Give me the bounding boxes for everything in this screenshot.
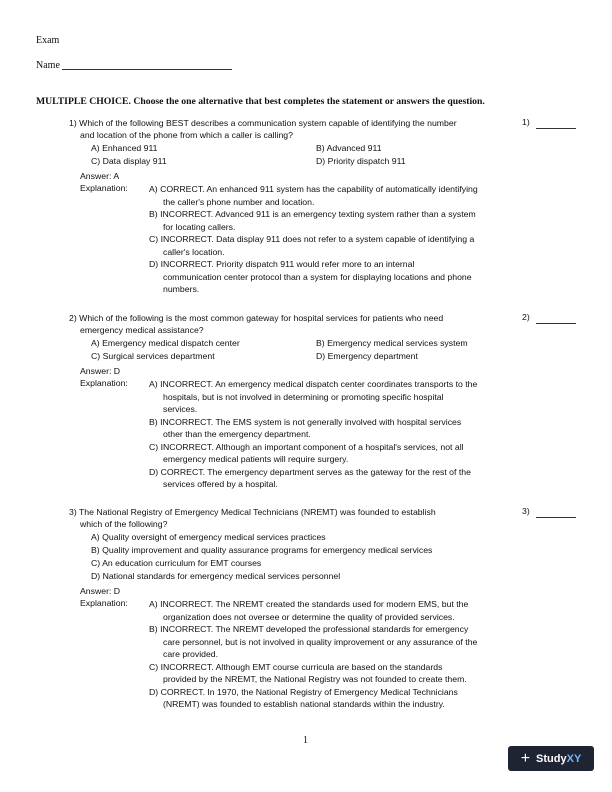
plus-icon: + <box>520 749 531 767</box>
explanation-item: A) INCORRECT. The NREMT created the standards used for modern EMS, but the organization does not oversee or determine the quality of provided services. <box>149 599 469 622</box>
name-field-line[interactable] <box>62 69 232 70</box>
choice-b: B) Emergency medical services system <box>316 338 468 348</box>
choice-c: C) Data display 911 <box>91 156 167 166</box>
explanation-item: C) INCORRECT. Although an important component of a hospital's services, not all emergency medical patients will require surgery. <box>149 441 464 464</box>
explanation-item: A) INCORRECT. An emergency medical dispatch center coordinates transports to the hospitals, but is not involved in determining or promoting specific hospital services. <box>149 379 478 414</box>
explanation-item: D) CORRECT. In 1970, the National Registry of Emergency Medical Technicians (NREMT) was founded to establish national standards within the industry. <box>149 686 458 709</box>
answer-blank[interactable] <box>536 128 576 129</box>
explanation-label: Explanation: <box>80 183 128 193</box>
choice-c: C) An education curriculum for EMT courses <box>91 558 262 568</box>
explanation-item: D) INCORRECT. Priority dispatch 911 would refer more to an internal communication center protocol than a system for displaying locations and phone numbers. <box>149 259 472 294</box>
choice-b: B) Advanced 911 <box>316 143 382 153</box>
choice-b: B) Quality improvement and quality assurance programs for emergency medical services <box>91 545 433 555</box>
explanation-item: D) CORRECT. The emergency department serves as the gateway for the rest of the services offered by a hospital. <box>149 466 471 489</box>
question-text-line: which of the following? <box>80 519 168 529</box>
brand-main: Study <box>536 752 567 765</box>
answer-number: 1) <box>522 117 530 127</box>
question-text-line: and location of the phone from which a caller is calling? <box>80 130 293 140</box>
explanation-item: C) INCORRECT. Data display 911 does not refer to a system capable of identifying a caller's location. <box>149 234 475 257</box>
question-text-line: 2) Which of the following is the most common gateway for hospital services for patients who need <box>69 313 444 323</box>
question-text-line: 3) The National Registry of Emergency Medical Technicians (NREMT) was founded to establish <box>69 507 436 517</box>
answer-number: 3) <box>522 506 530 516</box>
brand-accent: XY <box>566 752 582 765</box>
choice-a: A) Quality oversight of emergency medical services practices <box>91 532 326 542</box>
choice-a: A) Enhanced 911 <box>91 143 158 153</box>
answer-blank[interactable] <box>536 517 576 518</box>
choice-d: D) Emergency department <box>316 351 418 361</box>
explanation-item: C) INCORRECT. Although EMT course curricula are based on the standards provided by the NREMT, the National Registry was not founded to create them. <box>149 661 467 684</box>
instructions: MULTIPLE CHOICE. Choose the one alternative that best completes the statement or answers the question. <box>36 96 485 107</box>
explanation-item: B) INCORRECT. The EMS system is not generally involved with hospital services other than the emergency department. <box>149 416 462 439</box>
answer-number: 2) <box>522 312 530 322</box>
answer-blank[interactable] <box>536 323 576 324</box>
explanation-list <box>149 378 524 491</box>
studyxy-badge[interactable] <box>508 746 594 771</box>
explanation-list <box>149 183 524 296</box>
page-number: 1 <box>303 735 308 746</box>
choice-d: D) National standards for emergency medical services personnel <box>91 571 341 581</box>
question-text-line: emergency medical assistance? <box>80 325 204 335</box>
question-text-line: 1) Which of the following BEST describes a communication system capable of identifying the number <box>69 118 457 128</box>
explanation-item: B) INCORRECT. Advanced 911 is an emergency texting system rather than a system for locating callers. <box>149 209 476 232</box>
answer-key: Answer: A <box>80 171 120 181</box>
explanation-item: A) CORRECT. An enhanced 911 system has the capability of automatically identifying the caller's phone number and location. <box>149 184 478 207</box>
name-label: Name <box>36 60 60 71</box>
explanation-item: B) INCORRECT. The NREMT developed the professional standards for emergency care personnel, but is not involved in quality improvement or any assurance of the care provided. <box>149 624 478 659</box>
answer-key: Answer: D <box>80 366 121 376</box>
explanation-label: Explanation: <box>80 598 128 608</box>
explanation-label: Explanation: <box>80 378 128 388</box>
exam-label: Exam <box>36 35 60 46</box>
answer-key: Answer: D <box>80 586 121 596</box>
choice-d: D) Priority dispatch 911 <box>316 156 406 166</box>
choice-c: C) Surgical services department <box>91 351 215 361</box>
choice-a: A) Emergency medical dispatch center <box>91 338 240 348</box>
explanation-list <box>149 598 524 711</box>
